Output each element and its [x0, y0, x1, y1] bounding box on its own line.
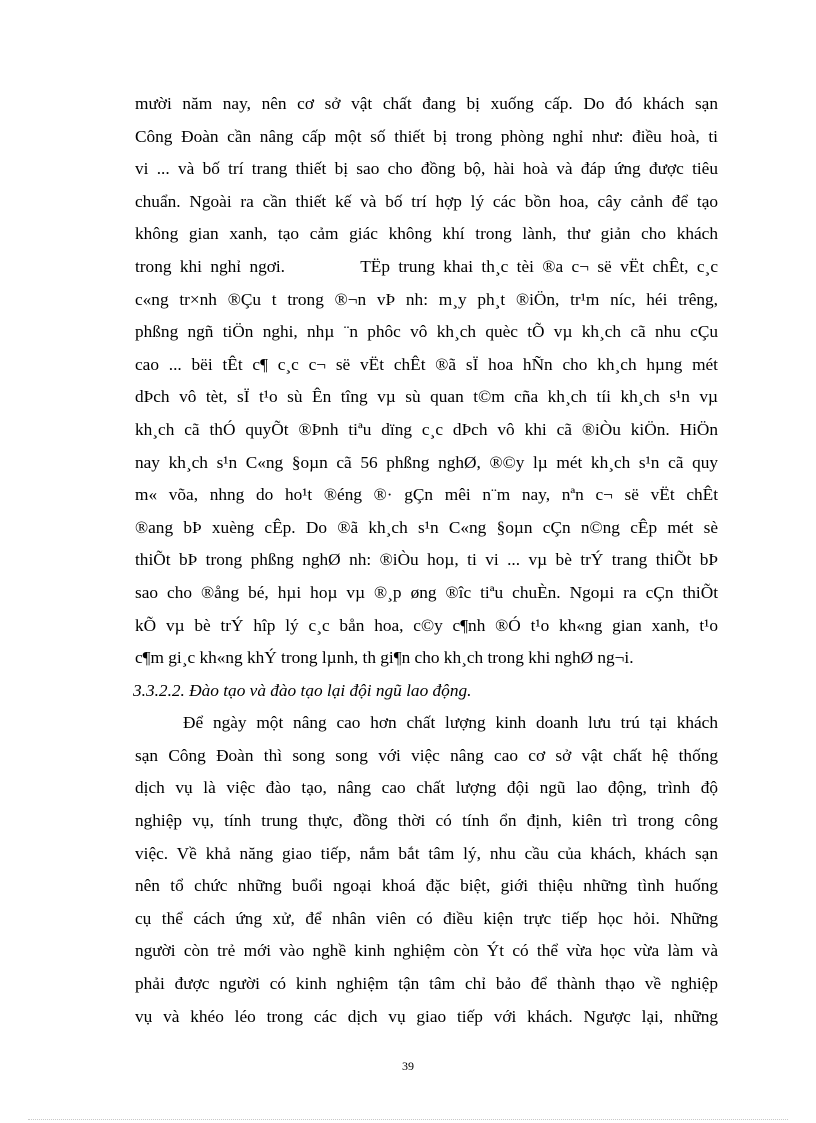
page-number: 39	[402, 1059, 414, 1073]
page-bottom-border	[28, 1119, 788, 1120]
text-line: ®ang bÞ xuèng cÊp. Do ®ã kh¸ch s¹n C«ng §oµn cÇn n©ng cÊp mét sè	[135, 517, 718, 537]
paragraph-2	[135, 707, 718, 1033]
text-line: nay kh¸ch s¹n C«ng §oµn cã 56 phßng nghØ, ®©y lµ mét kh¸ch s¹n cã quy	[135, 452, 718, 472]
text-line: nghiệp vụ, tính trung thực, đồng thời có tính ổn định, kiên trì trong công	[135, 811, 718, 831]
text-line: kÕ vµ bè trÝ hîp lý c¸c bån hoa, c©y c¶nh ®Ó t¹o kh«ng gian xanh, t¹o	[135, 615, 718, 635]
text-line: nên tổ chức những buổi ngoại khoá đặc biệt, giới thiệu những tình huống	[135, 876, 718, 896]
text-line: cao ... bëi tÊt c¶ c¸c c¬ së vËt chÊt ®ã sÏ hoa hÑn cho kh¸ch hµng mét	[135, 354, 718, 374]
text-line: kh¸ch cã thÓ quyÕt ®Þnh tiªu dïng c¸c dÞch vô khi cã ®iÒu kiÖn. HiÖn	[135, 419, 718, 439]
text-line: phải được người có kinh nghiệm tận tâm chỉ bảo để thành thạo về nghiệp	[135, 974, 718, 994]
text-line: c«ng tr×nh ®Çu t trong ®¬n vÞ nh: m¸y ph¸t ®iÖn, tr¹m níc, héi trêng,	[135, 289, 718, 309]
text-line: dÞch vô tèt, sÏ t¹o sù Ên tîng vµ sù quan t©m cña kh¸ch tíi kh¸ch s¹n vµ	[135, 387, 718, 407]
text-line: mười năm nay, nên cơ sở vật chất đang bị xuống cấp. Do đó khách sạn	[135, 94, 718, 113]
text-line: vi ... và bố trí trang thiết bị sao cho đồng bộ, hài hoà và đáp ứng được tiêu	[135, 159, 718, 179]
text-line: dịch vụ là việc đào tạo, nâng cao chất lượng đội ngũ lao động, trình độ	[135, 778, 718, 798]
text-line: thiÕt bÞ trong phßng nghØ nh: ®iÒu hoµ, ti vi ... vµ bè trÝ trang thiÕt bÞ	[135, 550, 718, 570]
text-line: vụ và khéo léo trong các dịch vụ giao tiếp với khách. Ngược lại, những	[135, 1006, 718, 1026]
text-line: Để ngày một nâng cao hơn chất lượng kinh doanh lưu trú tại khách	[183, 713, 718, 733]
text-line: chuẩn. Ngoài ra cần thiết kế và bố trí hợp lý các bồn hoa, cây cảnh để tạo	[135, 191, 718, 211]
text-line: c¶m gi¸c kh«ng khÝ trong lµnh, th gi¶n cho kh¸ch trong khi nghØ ng¬i.	[135, 648, 634, 668]
body-text	[135, 88, 718, 1033]
text-line: không gian xanh, tạo cảm giác không khí trong lành, thư giản cho khách	[135, 224, 718, 244]
text-line: phßng ngñ tiÖn nghi, nhµ ¨n phôc vô kh¸ch quèc tÕ vµ kh¸ch cã nhu cÇu	[135, 322, 718, 342]
text-line: việc. Về khả năng giao tiếp, nắm bắt tâm lý, nhu cầu của khách, khách sạn	[135, 843, 718, 863]
text-line: m« võa, nhng do ho¹t ®éng ®· gÇn mêi n¨m nay, nªn c¬ së vËt chÊt	[135, 485, 718, 505]
text-line: trong khi nghỉ ngơi. TËp trung khai th¸c tèi ®a c¬ së vËt chÊt, c¸c	[135, 256, 718, 276]
paragraph-1	[135, 88, 718, 675]
text-line: Công Đoàn cần nâng cấp một số thiết bị trong phòng nghỉ như: điều hoà, ti	[135, 126, 718, 146]
text-line: sao cho ®ång bé, hµi hoµ vµ ®¸p øng ®îc tiªu chuÈn. Ngoµi ra cÇn thiÕt	[135, 582, 718, 602]
text-line: sạn Công Đoàn thì song song với việc nâng cao cơ sở vật chất hệ thống	[135, 745, 718, 765]
text-line: người còn trẻ mới vào nghề kinh nghiệm còn Ýt có thể vừa học vừa làm và	[135, 941, 718, 961]
text-line: cụ thể cách ứng xử, để nhân viên có điều kiện trực tiếp học hỏi. Những	[135, 908, 718, 928]
section-heading: 3.3.2.2. Đào tạo và đào tạo lại đội ngũ lao động.	[133, 680, 472, 700]
